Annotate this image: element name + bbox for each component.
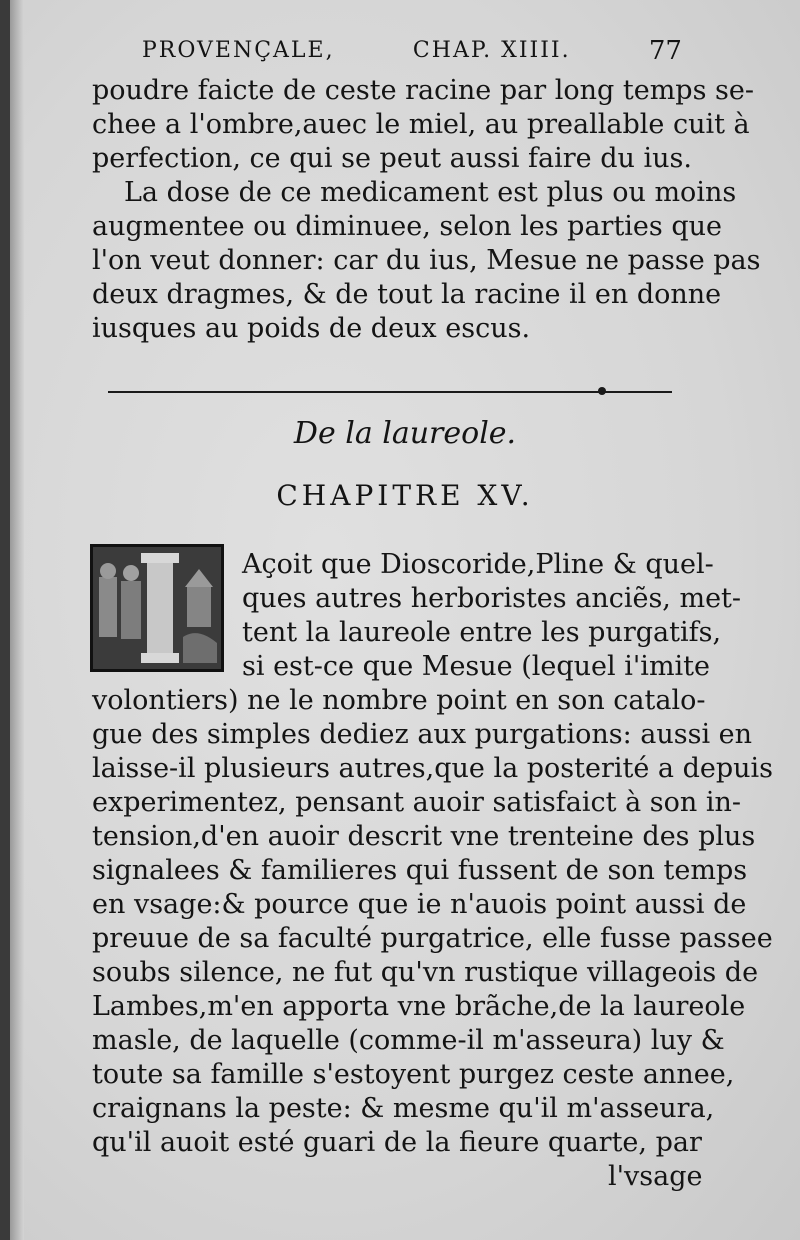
- text-line: experimentez, pensant auoir satisfaict à son in-: [92, 787, 741, 818]
- chapter-title: CHAPITRE XV.: [276, 479, 534, 512]
- text-line: laisse-il plusieurs autres,que la posterité a depuis: [92, 753, 774, 784]
- text-line: perfection, ce qui se peut aussi faire du ius.: [92, 143, 692, 174]
- text-line: ques autres herboristes anciẽs, met-: [242, 583, 742, 614]
- text-line: en vsage:& pource que ie n'auois point aussi de: [92, 889, 747, 920]
- text-line: signalees & familieres qui fussent de son temps: [92, 855, 748, 886]
- woodcut-initial-icon: [93, 547, 221, 669]
- text-line: qu'il auoit esté guari de la fieure quarte, par: [92, 1127, 702, 1158]
- text-line: Lambes,m'en apporta vne brãche,de la laureole: [92, 991, 746, 1022]
- text-line: La dose de ce medicament est plus ou moins: [124, 177, 737, 208]
- text-line: iusques au poids de deux escus.: [92, 313, 531, 344]
- text-line: chee a l'ombre,auec le miel, au preallable cuit à: [92, 109, 750, 140]
- text-line: si est-ce que Mesue (lequel i'imite: [242, 651, 711, 682]
- text-line: tension,d'en auoir descrit vne trenteine des plus: [92, 821, 756, 852]
- running-title: PROVENÇALE,: [142, 38, 335, 63]
- text-line: masle, de laquelle (comme-il m'asseura) luy &: [92, 1025, 725, 1056]
- text-line: craignans la peste: & mesme qu'il m'asseura,: [92, 1093, 715, 1124]
- decorated-initial: [90, 544, 224, 672]
- running-header: [142, 36, 682, 66]
- text-line: poudre faicte de ceste racine par long temps se-: [92, 75, 754, 106]
- book-page: [10, 0, 800, 1240]
- section-title: De la laureole.: [293, 416, 517, 451]
- text-line: deux dragmes, & de tout la racine il en donne: [92, 279, 722, 310]
- text-line: Açoit que Dioscoride,Pline & quel-: [242, 549, 714, 580]
- text-line: tent la laureole entre les purgatifs,: [242, 617, 722, 648]
- page-number: 77: [648, 36, 682, 66]
- text-line: preuue de sa faculté purgatrice, elle fusse passee: [92, 923, 773, 954]
- text-line: toute sa famille s'estoyent purgez ceste annee,: [92, 1059, 735, 1090]
- text-line: augmentee ou diminuee, selon les parties que: [92, 211, 723, 242]
- text-line: gue des simples dediez aux purgations: aussi en: [92, 719, 753, 750]
- chapter-reference: CHAP. XIIII.: [412, 38, 571, 63]
- catchword: l'vsage: [608, 1161, 703, 1192]
- page-gutter: [10, 0, 24, 1240]
- section-divider: [108, 391, 672, 393]
- divider-ornament: [598, 387, 606, 395]
- text-line: soubs silence, ne fut qu'vn rustique villageois de: [92, 957, 759, 988]
- text-line: volontiers) ne le nombre point en son catalo-: [92, 685, 706, 716]
- text-line: l'on veut donner: car du ius, Mesue ne passe pas: [92, 245, 761, 276]
